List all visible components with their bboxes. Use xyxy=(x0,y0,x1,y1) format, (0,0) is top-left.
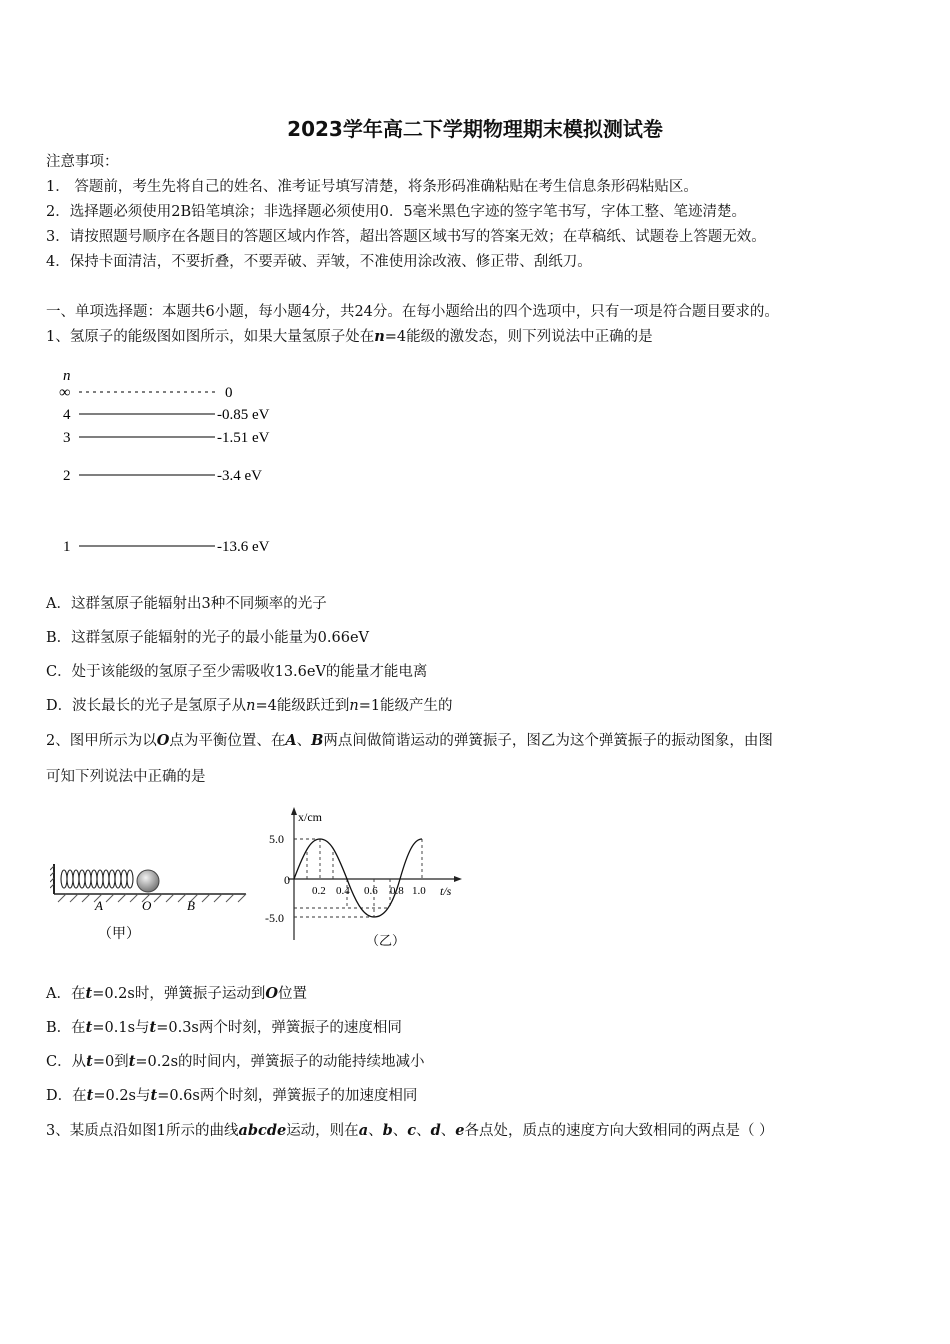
option-text: D．波长最长的光子是氢原子从 xyxy=(46,698,247,714)
q1-var-n: n xyxy=(374,328,385,345)
point-A-label: A xyxy=(95,898,103,913)
stem-text: 、 xyxy=(296,733,312,749)
stem-text: 各点处，质点的速度方向大致相同的两点是（ ） xyxy=(464,1123,774,1139)
q2-option-d xyxy=(46,1086,417,1106)
spring-oscillator-figure xyxy=(50,862,250,947)
stem-text: 3、某质点沿如图1所示的曲线 xyxy=(46,1123,239,1139)
xt-graph xyxy=(262,805,472,950)
notice-heading: 注意事项： xyxy=(46,154,119,170)
displacement-curve xyxy=(294,839,422,917)
option-text: =0.2s与 xyxy=(93,1088,151,1104)
q1-option-b: B．这群氢原子能辐射的光子的最小能量为0.66eV xyxy=(46,630,369,646)
var-t: t xyxy=(86,1087,94,1104)
q1-option-c: C．处于该能级的氢原子至少需吸收13.6eV的能量才能电离 xyxy=(46,664,428,680)
notice-item-1: 1． 答题前，考生先将自己的姓名、准考证号填写清楚，将条形码准确粘贴在考生信息条形码粘贴区。 xyxy=(46,179,698,195)
q3-stem xyxy=(46,1121,774,1141)
point-b: b xyxy=(382,1122,393,1139)
q1-option-a: A．这群氢原子能辐射出3种不同频率的光子 xyxy=(46,596,327,612)
x-tick-label: 1.0 xyxy=(412,885,426,897)
var-t: t xyxy=(150,1087,158,1104)
point-d: d xyxy=(430,1122,441,1139)
x-axis-label: t/s xyxy=(440,884,452,898)
point-a: a xyxy=(358,1122,369,1139)
stem-text: 点为平衡位置、在 xyxy=(169,733,286,749)
option-text: =0.2s的时间内，弹簧振子的动能持续地减小 xyxy=(135,1054,425,1070)
var-O: O xyxy=(156,732,170,749)
q1-option-d xyxy=(46,696,453,716)
level-4 xyxy=(63,407,270,423)
option-text: =0到 xyxy=(92,1054,129,1070)
axis-label-n: n xyxy=(63,368,71,384)
floor-hatching xyxy=(58,894,246,902)
q2-stem-line2: 可知下列说法中正确的是 xyxy=(46,769,206,785)
level-energy-label: -13.6 eV xyxy=(217,539,270,555)
x-tick-label: 0.6 xyxy=(364,885,378,897)
x-axis-arrow xyxy=(454,876,462,882)
stem-text: 两点间做简谐运动的弹簧振子，图乙为这个弹簧振子的振动图象，由图 xyxy=(323,733,773,749)
q1-stem-part: =4能级的激发态，则下列说法中正确的是 xyxy=(384,329,653,345)
level-1 xyxy=(63,539,270,555)
q2-option-c xyxy=(46,1052,425,1072)
ball xyxy=(137,870,159,892)
section-heading: 一、单项选择题：本题共6小题，每小题4分，共24分。在每小题给出的四个选项中，只有一项是符合题目要求的。 xyxy=(46,304,779,320)
q2-option-a xyxy=(46,984,307,1004)
figure-yi-caption: （乙） xyxy=(366,933,406,948)
separator: 、 xyxy=(440,1123,456,1139)
guide-lines xyxy=(294,839,422,917)
option-text: =1能级产生的 xyxy=(358,698,453,714)
level-inf xyxy=(59,384,233,401)
option-text: =0.3s两个时刻，弹簧振子的速度相同 xyxy=(156,1020,402,1036)
option-text: 位置 xyxy=(277,986,307,1002)
spring xyxy=(61,870,133,888)
level-n-label: 3 xyxy=(63,430,71,446)
origin-label: 0 xyxy=(284,873,290,887)
stem-text: 运动，则在 xyxy=(286,1123,359,1139)
option-text: D．在 xyxy=(46,1088,87,1104)
y-tick-bottom: -5.0 xyxy=(265,911,284,925)
level-energy-label: -1.51 eV xyxy=(217,430,270,446)
var-n: n xyxy=(349,698,359,714)
point-B-label: B xyxy=(187,898,195,913)
y-axis-arrow xyxy=(291,807,297,815)
level-2 xyxy=(63,468,262,484)
point-O-label: O xyxy=(142,898,152,913)
option-text: C．从 xyxy=(46,1054,87,1070)
level-n-label: 2 xyxy=(63,468,71,484)
option-text: B．在 xyxy=(46,1020,86,1036)
var-n: n xyxy=(246,698,256,714)
option-text: A．在 xyxy=(46,986,86,1002)
y-tick-top: 5.0 xyxy=(269,832,284,846)
separator: 、 xyxy=(416,1123,431,1139)
q1-stem-part: 1、氢原子的能级图如图所示，如果大量氢原子处在 xyxy=(46,329,375,345)
y-axis-label: x/cm xyxy=(298,810,322,824)
figure-jia-caption: （甲） xyxy=(98,927,140,942)
x-tick-label: 0.4 xyxy=(336,885,350,897)
var-t: t xyxy=(149,1019,157,1036)
level-3 xyxy=(63,430,270,446)
level-energy-label: -3.4 eV xyxy=(217,468,262,484)
energy-level-diagram xyxy=(55,362,315,562)
separator: 、 xyxy=(392,1123,408,1139)
option-text: =0.2s时，弹簧振子运动到 xyxy=(92,986,266,1002)
var-t: t xyxy=(85,1019,93,1036)
separator: 、 xyxy=(368,1123,383,1139)
var-B: B xyxy=(311,732,324,749)
var-O: O xyxy=(265,985,278,1002)
curve-label: abcde xyxy=(238,1122,287,1139)
option-text: =4能级跃迁到 xyxy=(255,698,350,714)
stem-text: 2、图甲所示为以 xyxy=(46,733,157,749)
level-energy-label: 0 xyxy=(225,385,233,401)
level-n-label: 4 xyxy=(63,407,71,423)
q2-option-b xyxy=(46,1018,402,1038)
x-tick-label: 0.2 xyxy=(312,885,326,897)
var-t: t xyxy=(128,1053,136,1070)
q2-stem-line1 xyxy=(46,731,773,751)
notice-item-2: 2．选择题必须使用2B铅笔填涂；非选择题必须使用0．5毫米黑色字迹的签字笔书写，字体工整、笔迹清楚。 xyxy=(46,204,747,220)
level-n-label: ∞ xyxy=(59,384,71,401)
level-n-label: 1 xyxy=(63,539,71,555)
q1-stem xyxy=(46,327,653,347)
var-A: A xyxy=(285,732,297,749)
option-text: =0.1s与 xyxy=(92,1020,150,1036)
level-energy-label: -0.85 eV xyxy=(217,407,270,423)
notice-item-3: 3．请按照题号顺序在各题目的答题区域内作答，超出答题区域书写的答案无效；在草稿纸、试题卷上答题无效。 xyxy=(46,229,766,245)
x-tick-labels xyxy=(312,885,426,897)
var-t: t xyxy=(85,985,93,1002)
x-tick-label: 0.8 xyxy=(390,885,404,897)
var-t: t xyxy=(86,1053,93,1070)
page-title: 2023学年高二下学期物理期末模拟测试卷 xyxy=(287,117,663,141)
point-c: c xyxy=(407,1122,417,1139)
point-e: e xyxy=(455,1122,465,1139)
notice-item-4: 4．保持卡面清洁，不要折叠，不要弄破、弄皱，不准使用涂改液、修正带、刮纸刀。 xyxy=(46,254,592,270)
option-text: =0.6s两个时刻，弹簧振子的加速度相同 xyxy=(157,1088,418,1104)
